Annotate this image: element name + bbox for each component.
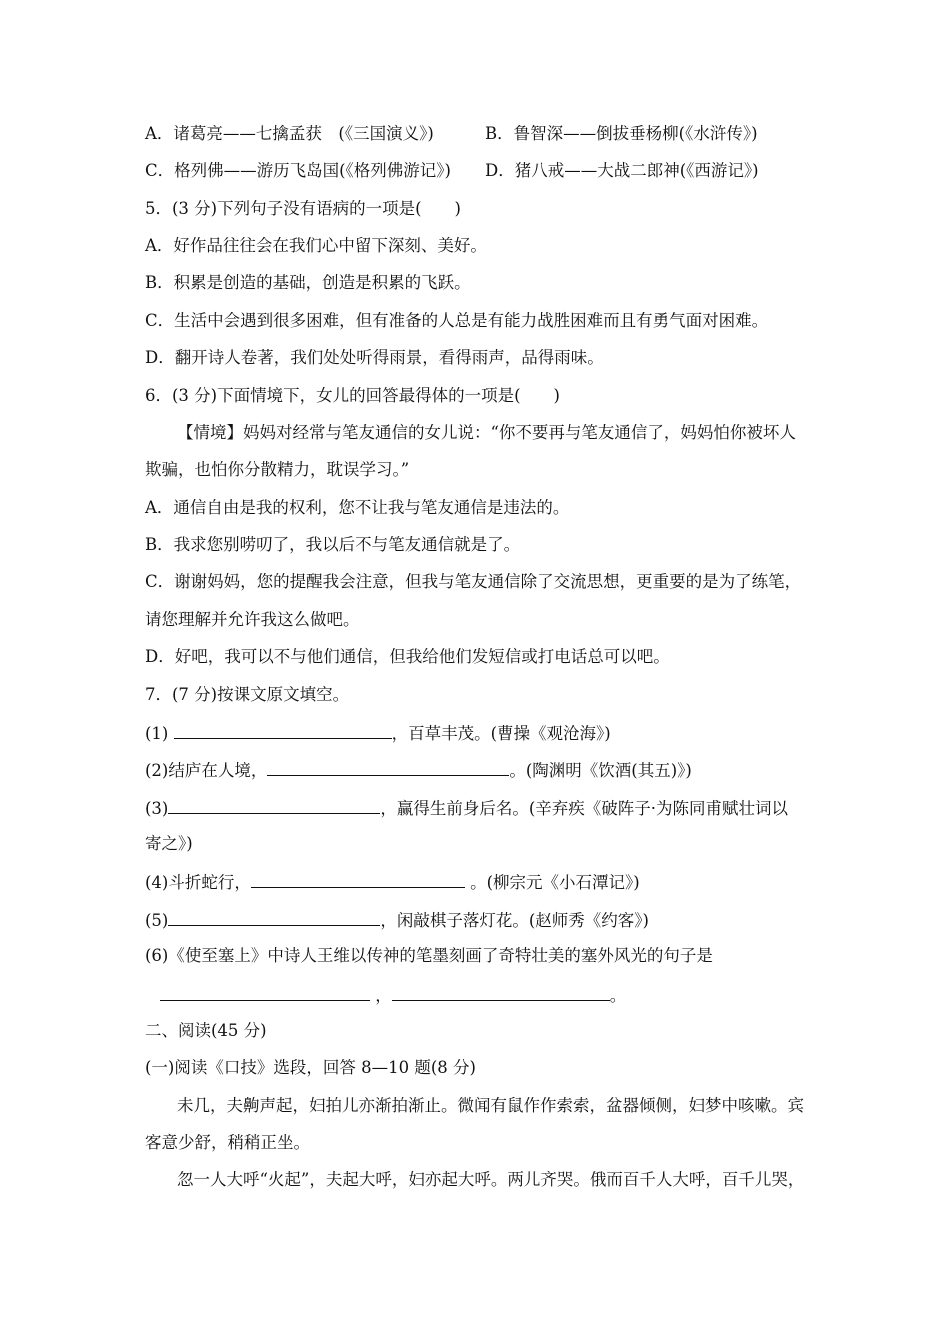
- q7-stem: 7．(7 分)按课文原文填空。: [145, 685, 350, 704]
- passage-p1-line1: 未几，夫齁声起，妇拍儿亦渐拍渐止。微闻有鼠作作索索，盆器倾侧，妇梦中咳嗽。宾: [177, 1096, 804, 1115]
- q6-option-b: B．我求您别唠叨了，我以后不与笔友通信就是了。: [145, 535, 521, 554]
- section-subheading: (一)阅读《口技》选段，回答 8—10 题(8 分): [145, 1058, 476, 1077]
- q7-item-5-prefix: (5): [145, 911, 169, 930]
- passage-p1-line2: 客意少舒，稍稍正坐。: [145, 1133, 310, 1152]
- q6-option-d: D．好吧，我可以不与他们通信，但我给他们发短信或打电话总可以吧。: [145, 647, 670, 666]
- q7-item-2-suffix: 。(陶渊明《饮酒(其五)》): [509, 761, 692, 780]
- q7-item-5-blank[interactable]: [168, 909, 380, 926]
- q7-item-2-blank[interactable]: [267, 759, 509, 776]
- q5-option-b: B．积累是创造的基础，创造是积累的飞跃。: [145, 273, 471, 292]
- q7-item-6-line2: [160, 984, 626, 1006]
- q7-item-6-comma: ，: [375, 986, 392, 1005]
- q6-option-c-line1: C．谢谢妈妈，您的提醒我会注意，但我与笔友通信除了交流思想，更重要的是为了练笔，: [145, 572, 802, 591]
- q5-option-a: A．好作品往往会在我们心中留下深刻、美好。: [145, 236, 487, 255]
- q4-option-a: A．诸葛亮——七擒孟获 (《三国演义》): [145, 124, 434, 143]
- q7-item-4: [145, 871, 640, 893]
- q7-item-3-blank[interactable]: [168, 797, 380, 814]
- q4-option-d: D．猪八戒——大战二郎神(《西游记》): [485, 161, 759, 180]
- q6-option-c-line2: 请您理解并允许我这么做吧。: [145, 610, 360, 629]
- q6-context-line1: 【情境】妈妈对经常与笔友通信的女儿说：“你不要再与笔友通信了，妈妈怕你被坏人: [177, 423, 796, 442]
- q7-item-2-prefix: (2)结庐在人境，: [145, 761, 268, 780]
- q7-item-3-line2: 寄之》): [145, 834, 193, 853]
- q7-item-6-blank-1[interactable]: [160, 984, 370, 1001]
- q7-item-3-suffix: ，赢得生前身后名。(辛弃疾《破阵子·为陈同甫赋壮词以: [380, 799, 789, 818]
- q7-item-5-suffix: ，闲敲棋子落灯花。(赵师秀《约客》): [380, 911, 649, 930]
- q7-item-1-suffix: ，百草丰茂。(曹操《观沧海》): [391, 724, 611, 743]
- q5-stem: 5．(3 分)下列句子没有语病的一项是( ): [145, 199, 461, 218]
- q7-item-4-suffix: 。(柳宗元《小石潭记》): [470, 873, 640, 892]
- q6-context-line2: 欺骗，也怕你分散精力，耽误学习。”: [145, 460, 410, 479]
- q7-item-3-prefix: (3): [145, 799, 169, 818]
- q7-item-1-prefix: (1): [145, 724, 169, 743]
- q7-item-2: [145, 759, 692, 781]
- q6-stem: 6．(3 分)下面情境下，女儿的回答最得体的一项是( ): [145, 386, 560, 405]
- q7-item-6-end: 。: [609, 986, 627, 1005]
- q7-item-3: [145, 797, 788, 819]
- q4-option-b: B．鲁智深——倒拔垂杨柳(《水浒传》): [485, 124, 758, 143]
- q5-option-c: C．生活中会遇到很多困难，但有准备的人总是有能力战胜困难而且有勇气面对困难。: [145, 311, 769, 330]
- q7-item-5: [145, 909, 649, 931]
- q7-item-1-blank[interactable]: [174, 722, 392, 739]
- q7-item-4-prefix: (4)斗折蛇行，: [145, 873, 251, 892]
- q7-item-4-blank[interactable]: [251, 871, 465, 888]
- q6-option-a: A．通信自由是我的权利，您不让我与笔友通信是违法的。: [145, 498, 570, 517]
- q4-option-c: C．格列佛——游历飞岛国(《格列佛游记》): [145, 161, 451, 180]
- q7-item-6-line1: (6)《使至塞上》中诗人王维以传神的笔墨刻画了奇特壮美的塞外风光的句子是: [145, 946, 713, 965]
- q5-option-d: D．翻开诗人卷著，我们处处听得雨景，看得雨声，品得雨味。: [145, 348, 604, 367]
- passage-p2-line1: 忽一人大呼“火起”，夫起大呼，妇亦起大呼。两儿齐哭。俄而百千人大呼，百千儿哭，: [177, 1170, 805, 1189]
- q7-item-1: [145, 722, 611, 744]
- section-heading: 二、阅读(45 分): [145, 1021, 267, 1040]
- q7-item-6-blank-2[interactable]: [392, 984, 610, 1001]
